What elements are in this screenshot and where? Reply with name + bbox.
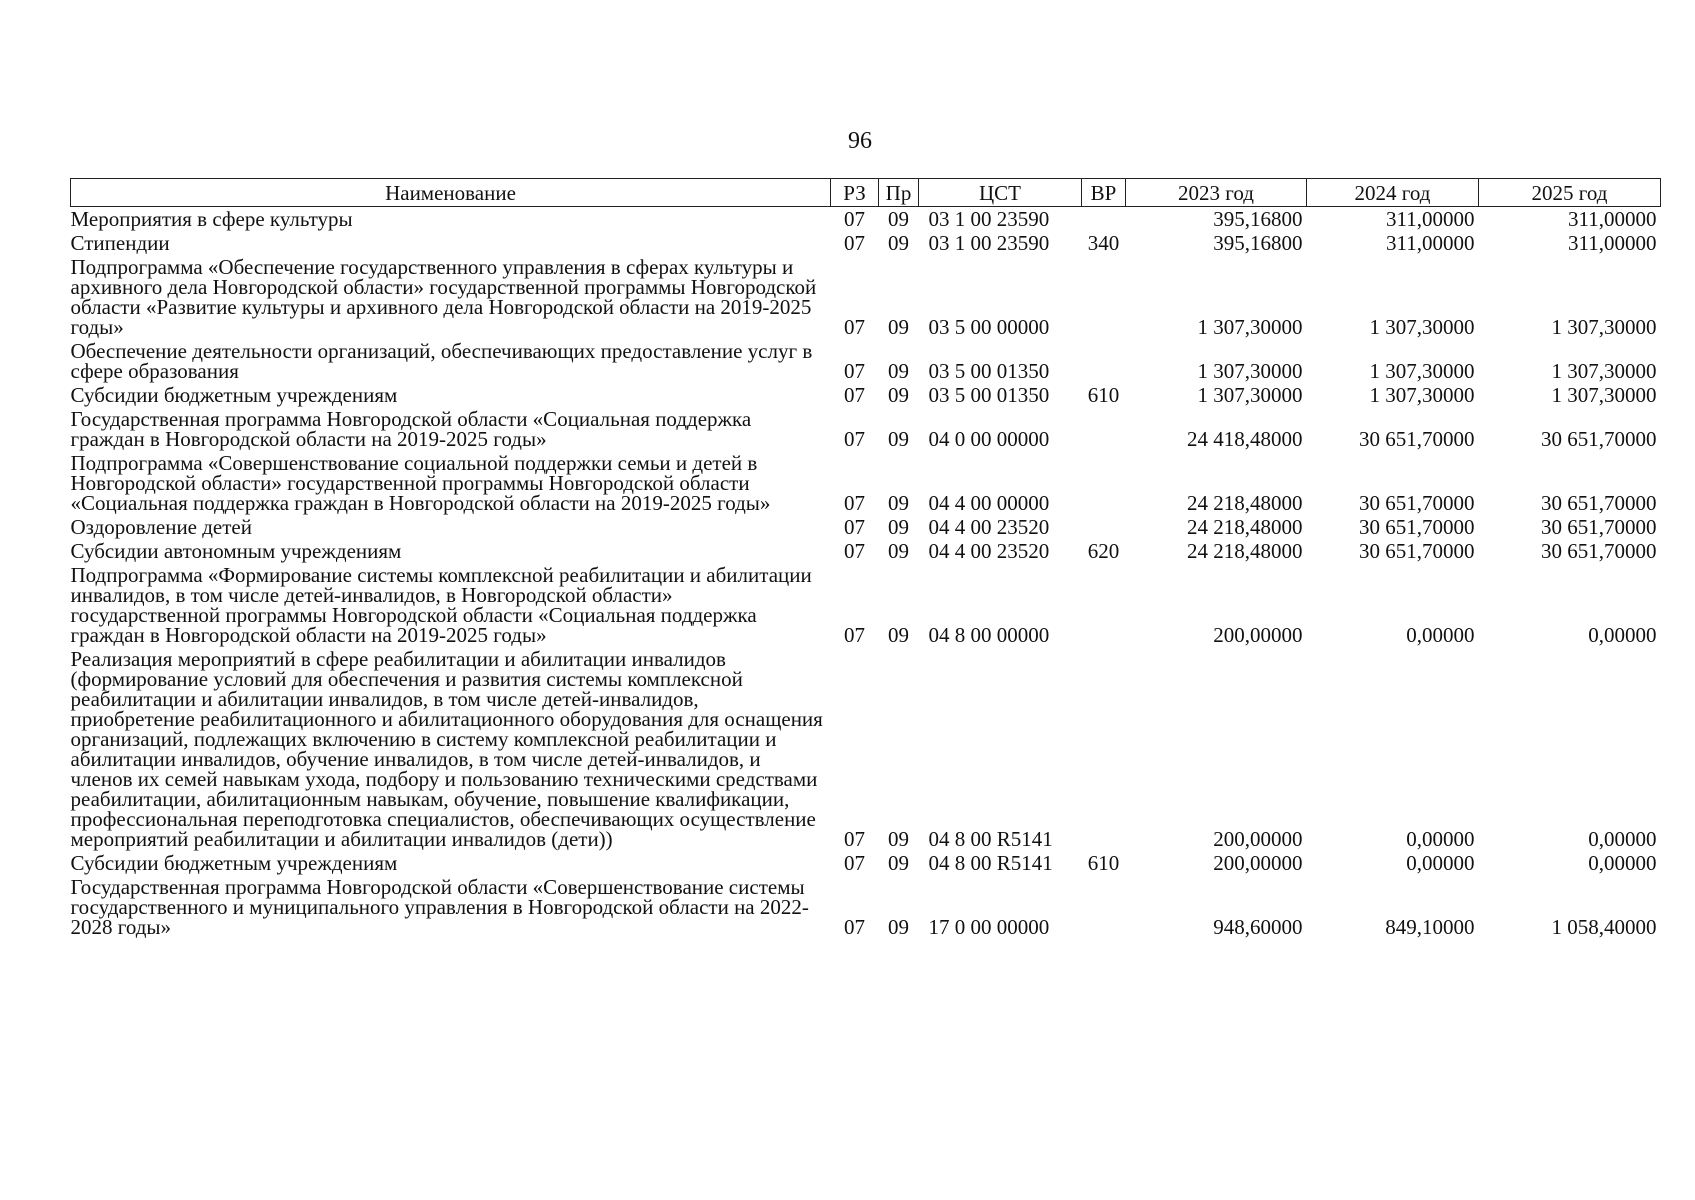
row-2023: 395,16800 — [1213, 207, 1303, 231]
table-row — [71, 875, 1661, 939]
table-body — [71, 207, 1661, 940]
row-name: Стипендии — [70, 231, 170, 255]
row-pr: 09 — [888, 491, 909, 515]
row-rz: 07 — [844, 623, 865, 647]
header-pr: Пр — [879, 179, 919, 207]
row-pr: 09 — [888, 231, 909, 255]
row-pr: 09 — [888, 427, 909, 451]
row-2024: 30 651,70000 — [1359, 491, 1475, 515]
row-rz: 07 — [844, 231, 865, 255]
row-name: Оздоровление детей — [70, 515, 252, 539]
header-vr: ВР — [1082, 179, 1126, 207]
row-vr — [1082, 407, 1126, 451]
table-row — [71, 851, 1661, 875]
row-name: Субсидии автономным учреждениям — [70, 539, 402, 563]
row-2025: 0,00000 — [1588, 623, 1657, 647]
budget-table — [70, 178, 1661, 939]
row-2024: 30 651,70000 — [1359, 515, 1475, 539]
row-rz: 07 — [844, 383, 865, 407]
row-rz: 07 — [844, 207, 865, 231]
row-2025: 1 058,40000 — [1551, 915, 1657, 939]
row-2025: 30 651,70000 — [1541, 427, 1657, 451]
row-rz: 07 — [844, 359, 865, 383]
row-cst: 04 4 00 23520 — [928, 515, 1050, 539]
row-vr — [1082, 339, 1126, 383]
row-2023: 24 218,48000 — [1187, 491, 1303, 515]
row-2023: 200,00000 — [1213, 851, 1303, 875]
row-name: Подпрограмма «Обеспечение государственного управления в сферах культуры и архивного дела Новгородской области» государственной программы Новгородской области «Развитие культуры и архивного дела Новгородской области на 2019-2025 годы» — [70, 255, 817, 339]
row-vr — [1082, 207, 1126, 232]
row-pr: 09 — [888, 515, 909, 539]
row-2025: 0,00000 — [1588, 851, 1657, 875]
row-2025: 30 651,70000 — [1541, 491, 1657, 515]
row-cst: 04 8 00 R5141 — [928, 851, 1053, 875]
row-name: Субсидии бюджетным учреждениям — [70, 851, 398, 875]
row-pr: 09 — [888, 539, 909, 563]
table-row — [71, 207, 1661, 232]
row-rz: 07 — [844, 915, 865, 939]
row-2024: 30 651,70000 — [1359, 427, 1475, 451]
row-2024: 0,00000 — [1406, 623, 1475, 647]
table-row — [71, 255, 1661, 339]
row-name: Реализация мероприятий в сфере реабилитации и абилитации инвалидов (формирование условий для обеспечения и развития системы комплексной реабилитации и абилитации инвалидов, в том числе детей-инвалидов, приобретение реабилитационного и абилитационного оборудования для оснащения организаций, подлежащих включению в систему комплексной реабилитации и абилитации инвалидов, обучение инвалидов, в том числе детей-инвалидов, и членов их семей навыкам ухода, подбору и пользованию техническими средствами реабилитации, абилитационным навыкам, обучение, повышение квалификации, профессиональная переподготовка специалистов, обеспечивающих осуществление мероприятий реабилитации и абилитации инвалидов (дети)) — [70, 647, 823, 851]
row-2024: 311,00000 — [1386, 231, 1475, 255]
row-2024: 0,00000 — [1406, 827, 1475, 851]
row-name: Подпрограмма «Совершенствование социальной поддержки семьи и детей в Новгородской области» государственной программы Новгородской области «Социальная поддержка граждан в Новгородской области на 2019-2025 годы» — [70, 451, 771, 515]
row-2023: 200,00000 — [1213, 827, 1303, 851]
table-header — [71, 179, 1661, 207]
row-2025: 1 307,30000 — [1551, 315, 1657, 339]
row-vr — [1082, 451, 1126, 515]
table-row — [71, 339, 1661, 383]
row-2024: 1 307,30000 — [1369, 315, 1475, 339]
row-rz: 07 — [844, 539, 865, 563]
row-vr — [1082, 515, 1126, 539]
row-2024: 849,10000 — [1385, 915, 1475, 939]
row-2024: 30 651,70000 — [1359, 539, 1475, 563]
row-2025: 1 307,30000 — [1551, 383, 1657, 407]
header-rz: РЗ — [831, 179, 879, 207]
row-rz: 07 — [844, 827, 865, 851]
row-2023: 200,00000 — [1213, 623, 1303, 647]
row-2025: 1 307,30000 — [1551, 359, 1657, 383]
row-cst: 04 4 00 23520 — [928, 539, 1050, 563]
header-name: Наименование — [71, 179, 831, 207]
row-vr — [1082, 255, 1126, 339]
row-vr — [1082, 647, 1126, 851]
header-2023: 2023 год — [1126, 179, 1307, 207]
row-vr: 610 — [1087, 851, 1120, 875]
row-2025: 30 651,70000 — [1541, 515, 1657, 539]
row-2025: 311,00000 — [1568, 207, 1657, 231]
row-2025: 0,00000 — [1588, 827, 1657, 851]
row-2023: 1 307,30000 — [1197, 359, 1303, 383]
row-pr: 09 — [888, 315, 909, 339]
row-rz: 07 — [844, 851, 865, 875]
row-name: Обеспечение деятельности организаций, обеспечивающих предоставление услуг в сфере образования — [70, 339, 813, 383]
row-name: Субсидии бюджетным учреждениям — [70, 383, 398, 407]
row-pr: 09 — [888, 207, 909, 231]
row-cst: 04 8 00 R5141 — [928, 827, 1053, 851]
row-2023: 24 218,48000 — [1187, 539, 1303, 563]
table-row — [71, 451, 1661, 515]
row-cst: 03 1 00 23590 — [928, 231, 1050, 255]
row-pr: 09 — [888, 383, 909, 407]
row-cst: 03 5 00 00000 — [928, 315, 1050, 339]
row-vr: 620 — [1087, 539, 1120, 563]
table-row — [71, 231, 1661, 255]
row-2023: 395,16800 — [1213, 231, 1303, 255]
header-cst: ЦСТ — [919, 179, 1082, 207]
row-cst: 04 0 00 00000 — [928, 427, 1050, 451]
row-name: Подпрограмма «Формирование системы комплексной реабилитации и абилитации инвалидов, в том числе детей-инвалидов, в Новгородской области» государственной программы Новгородской области «Социальная поддержка граждан в Новгородской области на 2019-2025 годы» — [70, 563, 812, 647]
row-pr: 09 — [888, 359, 909, 383]
row-2024: 1 307,30000 — [1369, 383, 1475, 407]
header-2025: 2025 год — [1479, 179, 1661, 207]
row-2024: 0,00000 — [1406, 851, 1475, 875]
row-2023: 24 418,48000 — [1187, 427, 1303, 451]
row-vr: 340 — [1087, 231, 1120, 255]
row-pr: 09 — [888, 623, 909, 647]
row-2025: 30 651,70000 — [1541, 539, 1657, 563]
row-cst: 04 4 00 00000 — [928, 491, 1050, 515]
table-row — [71, 515, 1661, 539]
row-2023: 24 218,48000 — [1187, 515, 1303, 539]
row-vr — [1082, 563, 1126, 647]
row-name: Государственная программа Новгородской области «Совершенствование системы государственного и муниципального управления в Новгородской области на 2022-2028 годы» — [70, 875, 809, 939]
row-cst: 03 5 00 01350 — [928, 359, 1050, 383]
table-row — [71, 407, 1661, 451]
row-vr: 610 — [1087, 383, 1120, 407]
row-name: Мероприятия в сфере культуры — [70, 207, 353, 231]
row-cst: 17 0 00 00000 — [928, 915, 1050, 939]
row-2023: 1 307,30000 — [1197, 315, 1303, 339]
row-rz: 07 — [844, 427, 865, 451]
table-row — [71, 539, 1661, 563]
row-name: Государственная программа Новгородской области «Социальная поддержка граждан в Новгородской области на 2019-2025 годы» — [70, 407, 752, 451]
row-rz: 07 — [844, 515, 865, 539]
row-cst: 03 1 00 23590 — [928, 207, 1050, 231]
row-2024: 1 307,30000 — [1369, 359, 1475, 383]
row-2024: 311,00000 — [1386, 207, 1475, 231]
row-pr: 09 — [888, 915, 909, 939]
table-row — [71, 647, 1661, 851]
header-2024: 2024 год — [1307, 179, 1479, 207]
page-number: 96 — [848, 128, 872, 154]
row-rz: 07 — [844, 491, 865, 515]
row-2023: 948,60000 — [1213, 915, 1303, 939]
row-2025: 311,00000 — [1568, 231, 1657, 255]
table-row — [71, 563, 1661, 647]
row-pr: 09 — [888, 851, 909, 875]
row-cst: 04 8 00 00000 — [928, 623, 1050, 647]
row-2023: 1 307,30000 — [1197, 383, 1303, 407]
row-rz: 07 — [844, 315, 865, 339]
table-row — [71, 383, 1661, 407]
row-cst: 03 5 00 01350 — [928, 383, 1050, 407]
row-pr: 09 — [888, 827, 909, 851]
row-vr — [1082, 875, 1126, 939]
